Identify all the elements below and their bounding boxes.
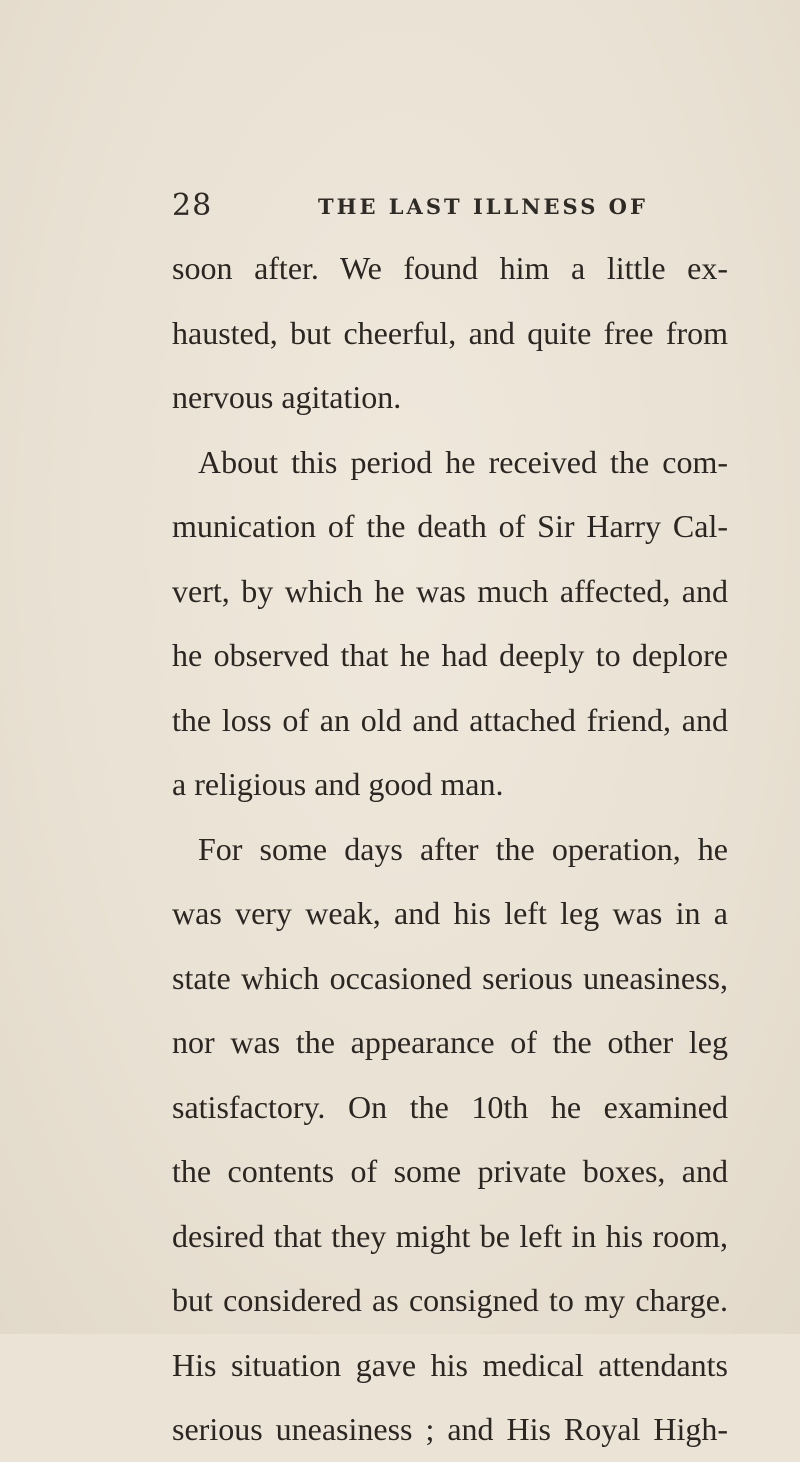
text-line: a religious and good man. [172, 766, 504, 802]
text-line: soon after. We found him a little ex- [172, 250, 728, 286]
text-line: state which occasioned serious uneasiness, [172, 959, 728, 996]
text-line: satisfactory. On the 10th he examined [172, 1088, 728, 1125]
text-line: hausted, but cheerful, and quite free from [172, 314, 728, 351]
text-line: desired that they might be left in his room, [172, 1217, 728, 1254]
running-title: THE LAST ILLNESS OF [318, 194, 648, 219]
running-header [0, 186, 800, 226]
text-line: About this period he received the com- [198, 443, 728, 480]
text-line: the contents of some private boxes, and [172, 1153, 728, 1189]
text-line: For some days after the operation, he [198, 830, 728, 867]
text-line: serious uneasiness ; and His Royal High- [172, 1411, 728, 1447]
text-line: he observed that he had deeply to deplore [172, 637, 728, 673]
body-text [172, 236, 728, 1462]
text-line: nervous agitation. [172, 379, 402, 415]
text-line: the loss of an old and attached friend, and [172, 701, 728, 738]
text-line: but considered as consigned to my charge. [172, 1282, 728, 1318]
text-line: nor was the appearance of the other leg [172, 1024, 728, 1060]
text-line: His situation gave his medical attendants [172, 1346, 728, 1383]
text-line: vert, by which he was much affected, and [172, 572, 728, 609]
text-line: was very weak, and his left leg was in a [172, 895, 728, 931]
text-line: munication of the death of Sir Harry Cal- [172, 508, 728, 544]
page-number: 28 [172, 188, 213, 223]
